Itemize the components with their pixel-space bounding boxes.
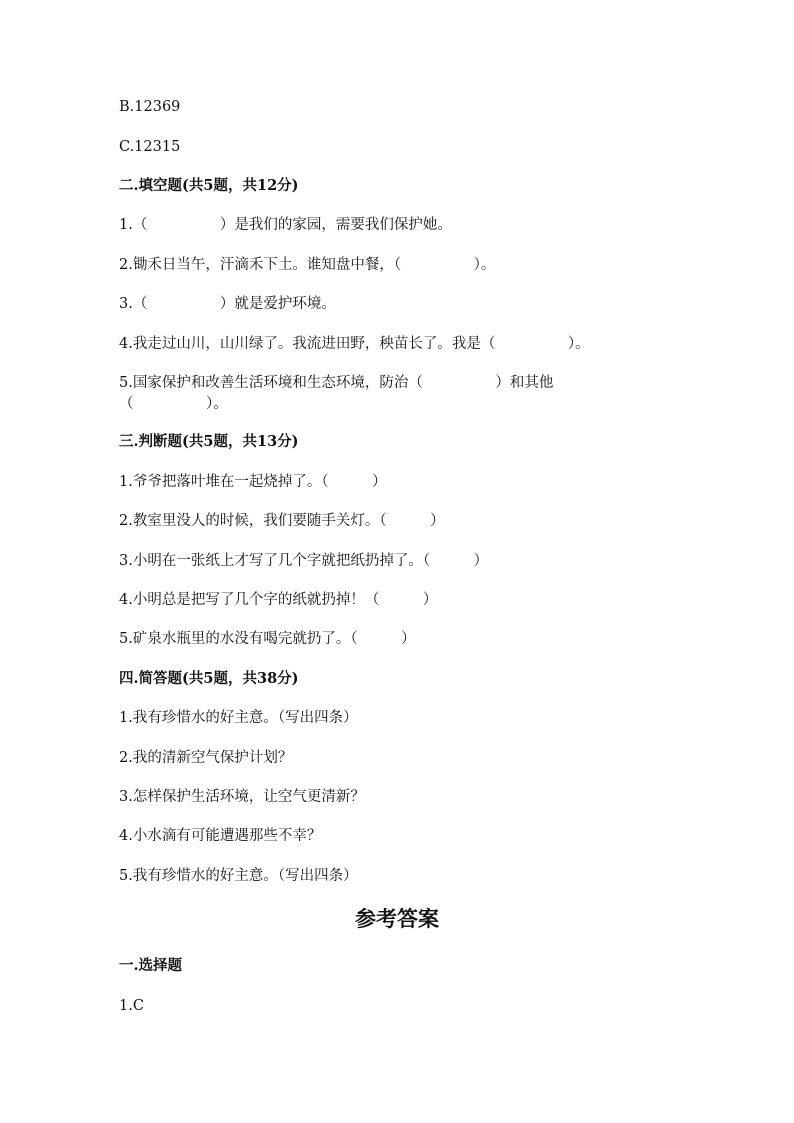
choice-option-b: B.12369 xyxy=(119,99,181,115)
fill-blank-question-5-continued: （ ）。 xyxy=(119,396,228,412)
short-answer-question-5: 5.我有珍惜水的好主意。（写出四条） xyxy=(119,868,358,884)
answer-key-title: 参考答案 xyxy=(355,906,439,931)
section-heading-short-answer: 四.简答题(共5题，共38分) xyxy=(119,670,299,687)
fill-blank-question-3: 3.（ ）就是爱护环境。 xyxy=(119,296,336,312)
answer-section-heading-choice: 一.选择题 xyxy=(119,957,183,974)
true-false-question-3: 3.小明在一张纸上才写了几个字就把纸扔掉了。（ ） xyxy=(119,553,489,569)
short-answer-question-2: 2.我的清新空气保护计划？ xyxy=(119,750,293,766)
short-answer-question-1: 1.我有珍惜水的好主意。（写出四条） xyxy=(119,710,358,726)
fill-blank-question-5: 5.国家保护和改善生活环境和生态环境，防治（ ）和其他 xyxy=(119,375,554,391)
true-false-question-1: 1.爷爷把落叶堆在一起烧掉了。（ ） xyxy=(119,474,387,490)
true-false-question-5: 5.矿泉水瓶里的水没有喝完就扔了。（ ） xyxy=(119,631,416,647)
section-heading-true-false: 三.判断题(共5题，共13分) xyxy=(119,433,299,450)
choice-option-c: C.12315 xyxy=(119,139,181,155)
short-answer-question-3: 3.怎样保护生活环境，让空气更清新？ xyxy=(119,789,365,805)
fill-blank-question-4: 4.我走过山川，山川绿了。我流进田野，秧苗长了。我是（ ）。 xyxy=(119,336,590,352)
true-false-question-4: 4.小明总是把写了几个字的纸就扔掉！（ ） xyxy=(119,592,438,608)
fill-blank-question-1: 1.（ ）是我们的家园，需要我们保护她。 xyxy=(119,217,452,233)
short-answer-question-4: 4.小水滴有可能遭遇那些不幸？ xyxy=(119,828,322,844)
true-false-question-2: 2.教室里没人的时候，我们要随手关灯。（ ） xyxy=(119,513,445,529)
section-heading-fill-blank: 二.填空题(共5题，共12分) xyxy=(119,177,299,194)
fill-blank-question-2: 2.锄禾日当午，汗滴禾下土。谁知盘中餐，（ ）。 xyxy=(119,257,496,273)
answer-item-1: 1.C xyxy=(119,998,144,1014)
